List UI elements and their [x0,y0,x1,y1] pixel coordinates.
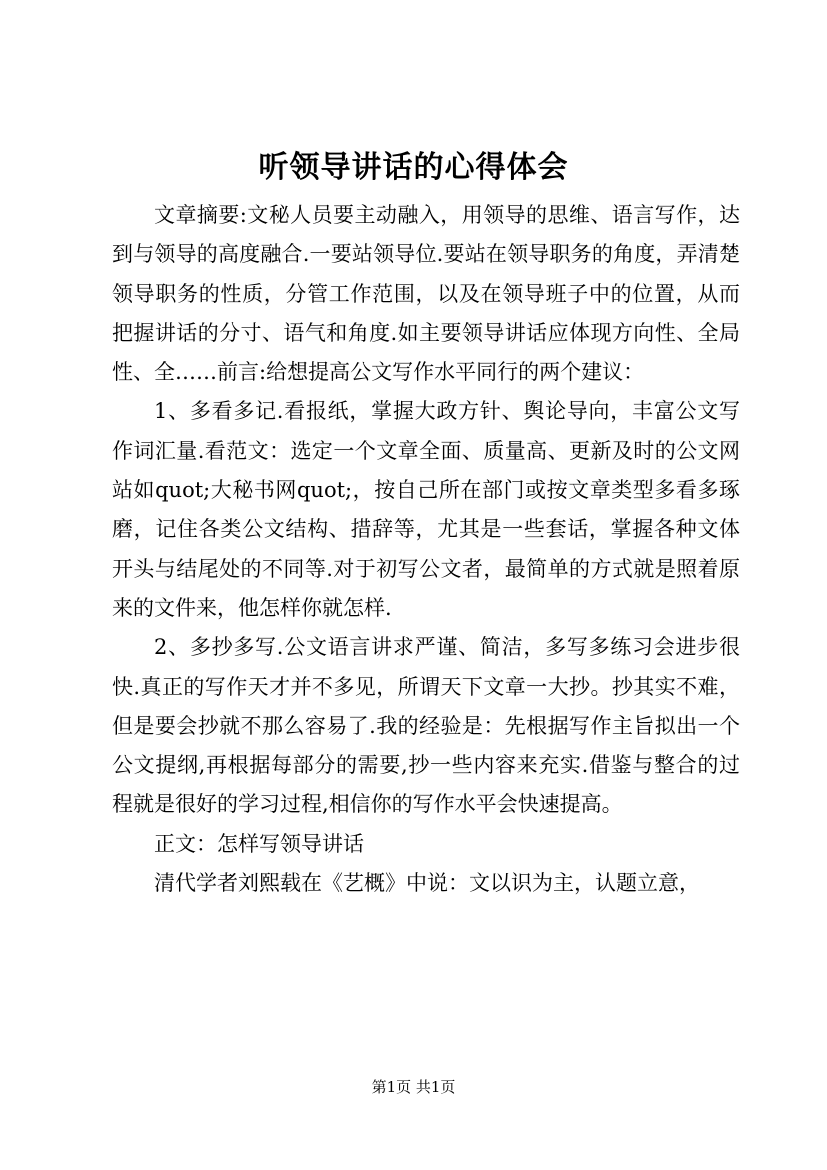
main-text-heading: 正文：怎样写领导讲话 [154,831,364,856]
suggestion-2-paragraph: 2、多抄多写.公文语言讲求严谨、简洁，多写多练习会进步很快.真正的写作天才并不多见，所谓天下文章一大抄。抄其实不难，但是要会抄就不那么容易了.我的经验是：先根据写作主旨拟出一个公文提纲,再根据每部分的需要,抄一些内容来充实.借鉴与整合的过程就是很好的学习过程,相信你的写作水平会快速提高。 [112,635,740,817]
suggestion-1-paragraph: 1、多看多记.看报纸，掌握大政方针、舆论导向，丰富公文写作词汇量.看范文：选定一个文章全面、质量高、更新及时的公文网站如quot;大秘书网quot;，按自己所在部门或按文章类型多看多琢磨，记住各类公文结构、措辞等，尤其是一些套话，掌握各种文体开头与结尾处的不同等.对于初写公文者，最简单的方式就是照着原来的文件来，他怎样你就怎样. [112,399,740,620]
page-number-footer: 第1页 共1页 [371,1078,456,1096]
abstract-paragraph: 文章摘要:文秘人员要主动融入，用领导的思维、语言写作，达到与领导的高度融合.一要站领导位.要站在领导职务的角度，弄清楚领导职务的性质，分管工作范围，以及在领导班子中的位置，从而把握讲话的分寸、语气和角度.如主要领导讲话应体现方向性、全局性、全……前言:给想提高公文写作水平同行的两个建议： [112,203,740,385]
document-body [112,196,740,903]
body-paragraph: 清代学者刘熙载在《艺概》中说：文以识为主，认题立意， [154,871,700,896]
document-title: 听领导讲话的心得体会 [258,150,569,185]
